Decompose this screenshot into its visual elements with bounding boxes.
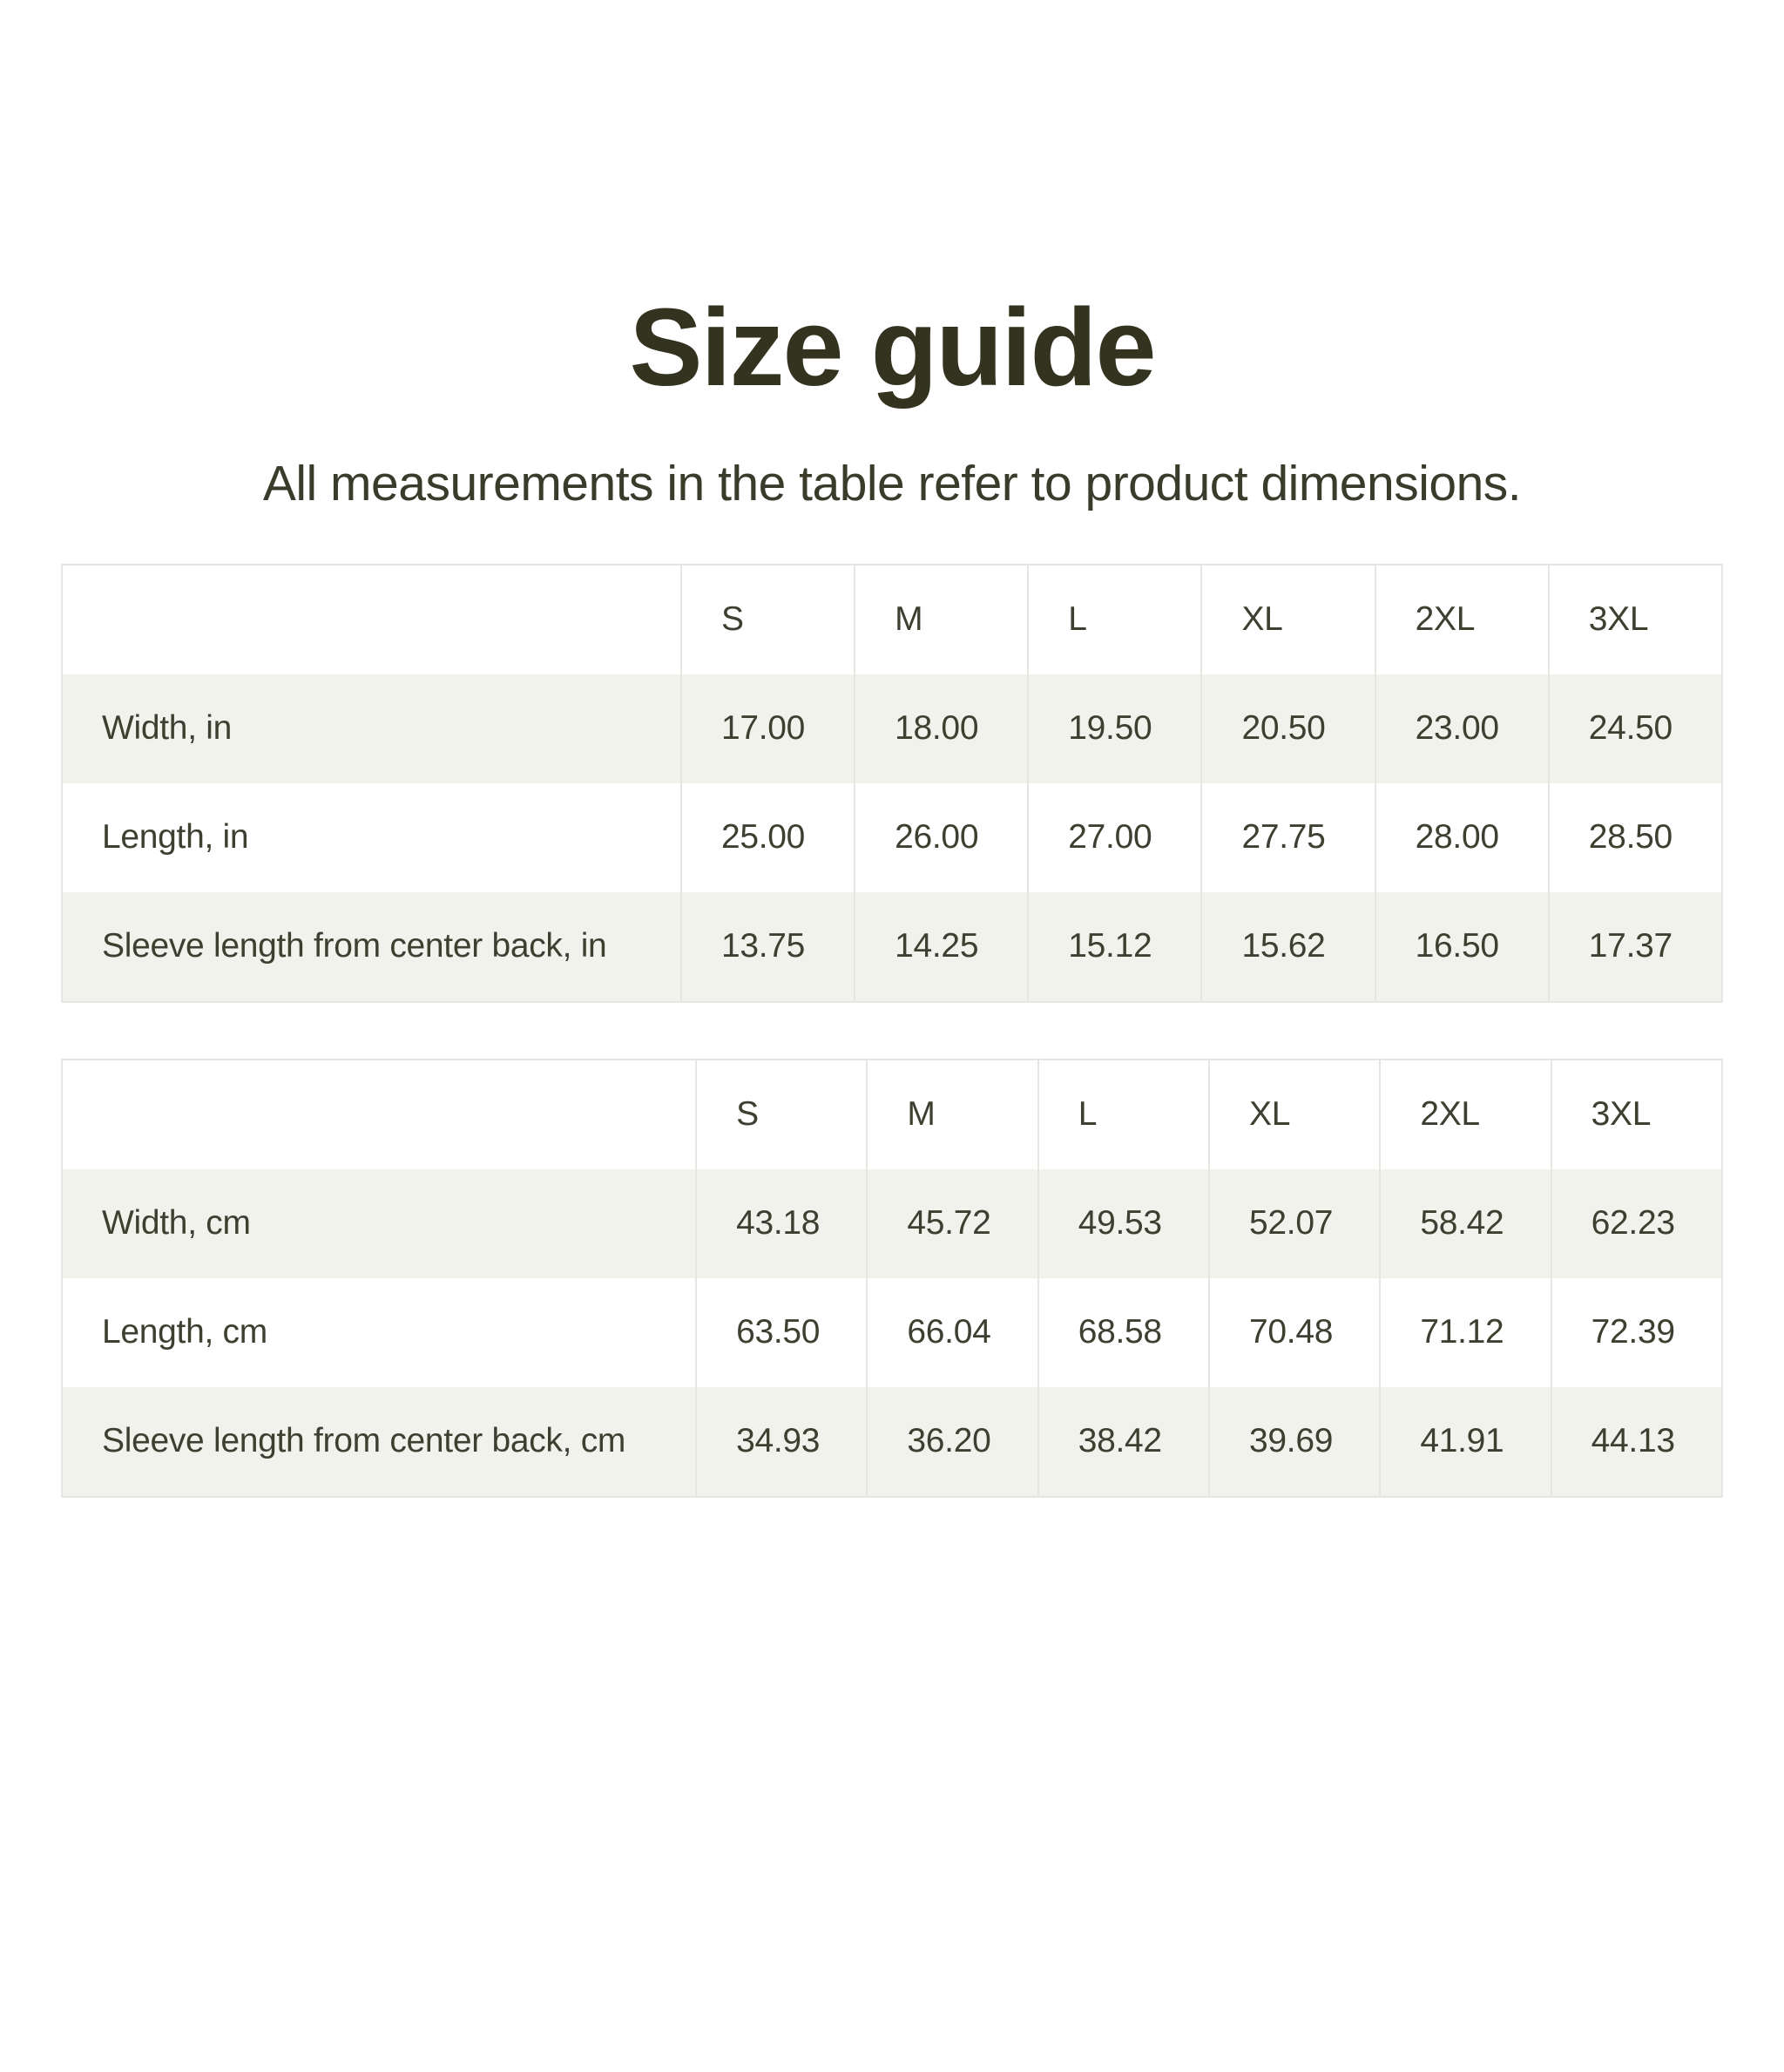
table-row-sleeve-in (62, 892, 1722, 1002)
row-label: Width, cm (62, 1169, 696, 1278)
size-value-cell: 17.00 (681, 674, 855, 783)
size-value-cell: 28.00 (1375, 783, 1549, 892)
size-value-cell: 36.20 (867, 1387, 1037, 1497)
size-value-cell: 70.48 (1209, 1278, 1380, 1387)
size-guide-page (0, 288, 1784, 1498)
table-row-length-cm (62, 1278, 1722, 1387)
size-value-cell: 44.13 (1551, 1387, 1722, 1497)
size-value-cell: 27.00 (1028, 783, 1201, 892)
size-value-cell: 39.69 (1209, 1387, 1380, 1497)
row-label: Length, cm (102, 1313, 267, 1351)
size-value-cell: 62.23 (1551, 1169, 1722, 1278)
size-col-header-s: S (681, 565, 855, 674)
size-value-cell: 38.42 (1038, 1387, 1209, 1497)
size-value-cell: 68.58 (1038, 1278, 1209, 1387)
size-col-header-2xl: 2XL (1380, 1060, 1551, 1169)
size-col-header-m: M (867, 1060, 1037, 1169)
tables-container (61, 564, 1723, 1498)
size-value-cell: 20.50 (1201, 674, 1375, 783)
page-subtitle: All measurements in the table refer to product dimensions. (262, 455, 1522, 511)
size-col-header-l: L (1028, 565, 1201, 674)
size-col-header-xl: XL (1201, 565, 1375, 674)
size-value-cell: 25.00 (681, 783, 855, 892)
size-col-header-l: L (1038, 1060, 1209, 1169)
table-row-length-in (62, 783, 1722, 892)
header-row (62, 565, 1722, 674)
size-value-cell: 63.50 (696, 1278, 867, 1387)
size-value-cell: 52.07 (1209, 1169, 1380, 1278)
size-table-centimeters (61, 1059, 1723, 1498)
size-value-cell: 34.93 (696, 1387, 867, 1497)
row-label: Width, in (62, 674, 681, 783)
table-row-width-in (62, 674, 1722, 783)
size-value-cell: 23.00 (1375, 674, 1549, 783)
size-value-cell: 27.75 (1201, 783, 1375, 892)
row-label: Sleeve length from center back, in (62, 892, 681, 1002)
size-value-cell: 28.50 (1549, 783, 1722, 892)
size-col-header-s: S (696, 1060, 867, 1169)
size-value-cell: 15.12 (1028, 892, 1201, 1002)
size-col-header-2xl: 2XL (1375, 565, 1549, 674)
size-value-cell: 15.62 (1201, 892, 1375, 1002)
size-value-cell: 71.12 (1380, 1278, 1551, 1387)
size-value-cell: 41.91 (1380, 1387, 1551, 1497)
size-table-inches (61, 564, 1723, 1003)
corner-cell (62, 1060, 696, 1169)
size-value-cell: 45.72 (867, 1169, 1037, 1278)
size-value-cell: 49.53 (1038, 1169, 1209, 1278)
size-value-cell: 26.00 (855, 783, 1028, 892)
size-value-cell: 24.50 (1549, 674, 1722, 783)
table-row-sleeve-cm (62, 1387, 1722, 1497)
size-value-cell: 43.18 (696, 1169, 867, 1278)
page-title: Size guide (629, 286, 1155, 409)
size-value-cell: 17.37 (1549, 892, 1722, 1002)
row-label: Length, in (102, 818, 249, 857)
size-col-header-3xl: 3XL (1551, 1060, 1722, 1169)
size-value-cell: 19.50 (1028, 674, 1201, 783)
header-row (62, 1060, 1722, 1169)
size-col-header-m: M (855, 565, 1028, 674)
row-label: Sleeve length from center back, cm (62, 1387, 696, 1497)
size-value-cell: 66.04 (867, 1278, 1037, 1387)
size-value-cell: 13.75 (681, 892, 855, 1002)
size-value-cell: 58.42 (1380, 1169, 1551, 1278)
size-value-cell: 14.25 (855, 892, 1028, 1002)
size-value-cell: 16.50 (1375, 892, 1549, 1002)
size-value-cell: 72.39 (1551, 1278, 1722, 1387)
corner-cell (62, 565, 681, 674)
size-col-header-3xl: 3XL (1549, 565, 1722, 674)
size-value-cell: 18.00 (855, 674, 1028, 783)
table-row-width-cm (62, 1169, 1722, 1278)
size-col-header-xl: XL (1209, 1060, 1380, 1169)
